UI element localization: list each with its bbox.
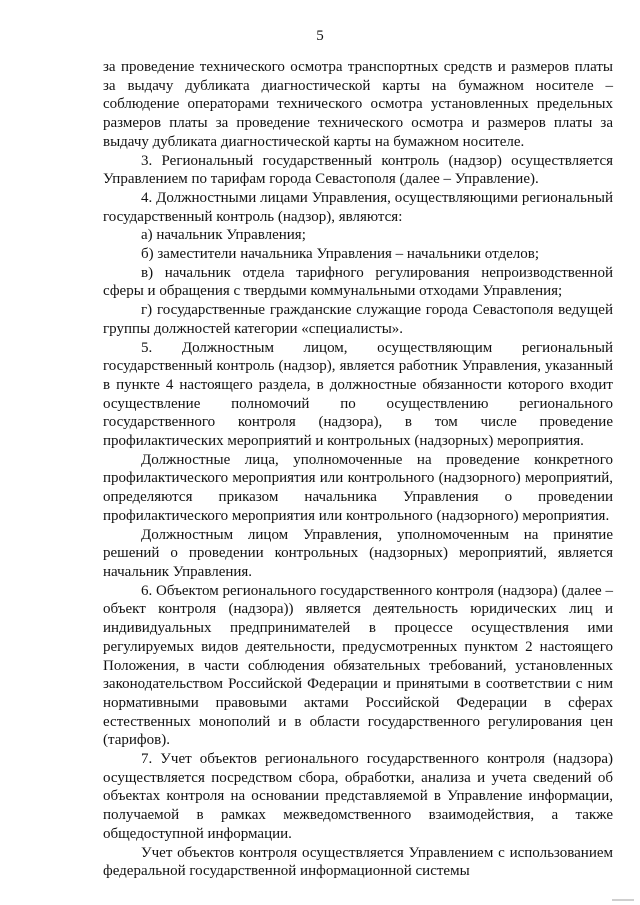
paragraph-item-6: 6. Объектом регионального государственного контроля (надзора) (далее – объект контроля (надзора)) является деятельность юридических лиц и индивидуальных предпринимателей в процессе осуществления ими регулируемых видов деятельности, предусмотренных пунктом 2 настоящего Положения, в части соблюдения обязательных требований, установленных законодательством Российской Федерации и принятыми в соответствии с ним нормативными правовыми актами Российской Федерации в сферах естественных монополий и в области государственного регулирования цен (тарифов). <box>103 582 613 749</box>
paragraph-continuation: за проведение технического осмотра транспортных средств и размеров платы за выдачу дубликата диагностической карты на бумажном носителе – соблюдение операторами технического осмотра установленных предельных размеров платы за проведение технического осмотра и размеров платы за выдачу дубликата диагностической карты на бумажном носителе. <box>103 59 613 150</box>
paragraph-authorized-officials: Должностные лица, уполномоченные на проведение конкретного профилактического мероприятия или контрольного (надзорного) мероприятий, определяются приказом начальника Управления о проведении профилактического мероприятия или контрольного (надзорного) мероприятия. <box>103 451 613 524</box>
paragraph-accounting-system: Учет объектов контроля осуществляется Управлением с использованием федеральной государственной информационной системы <box>103 844 613 880</box>
paragraph-item-5: 5. Должностным лицом, осуществляющим региональный государственный контроль (надзор), является работник Управления, указанный в пункте 4 настоящего раздела, в должностные обязанности которого входит осуществление полномочий по осуществлению регионального государственного контроля (надзора), в том числе проведение профилактических мероприятий и контрольных (надзорных) мероприятия. <box>103 339 613 450</box>
paragraph-item-7: 7. Учет объектов регионального государственного контроля (надзора) осуществляется посредством сбора, обработки, анализа и учета сведений об объектах контроля на основании представляемой в Управление информации, получаемой в рамках межведомственного взаимодействия, а также общедоступной информации. <box>103 751 613 842</box>
paragraph-decision-officer: Должностным лицом Управления, уполномоченным на принятие решений о проведении контрольных (надзорных) мероприятий, является начальник Управления. <box>103 526 613 580</box>
paragraph-item-4: 4. Должностными лицами Управления, осуществляющими региональный государственный контроль (надзор), являются: <box>103 189 613 225</box>
list-item-g: г) государственные гражданские служащие города Севастополя ведущей группы должностей категории «специалисты». <box>103 302 613 337</box>
document-body <box>103 58 613 881</box>
paragraph-item-3: 3. Региональный государственный контроль (надзор) осуществляется Управлением по тарифам города Севастополя (далее – Управление). <box>103 152 613 188</box>
scan-corner-mark <box>612 899 634 901</box>
list-item-a: а) начальник Управления; <box>141 227 306 244</box>
page-number: 5 <box>316 28 324 44</box>
list-item-b: б) заместители начальника Управления – начальники отделов; <box>141 246 539 263</box>
list-item-v: в) начальник отдела тарифного регулирования непроизводственной сферы и обращения с твердыми коммунальными отходами Управления; <box>103 264 613 300</box>
